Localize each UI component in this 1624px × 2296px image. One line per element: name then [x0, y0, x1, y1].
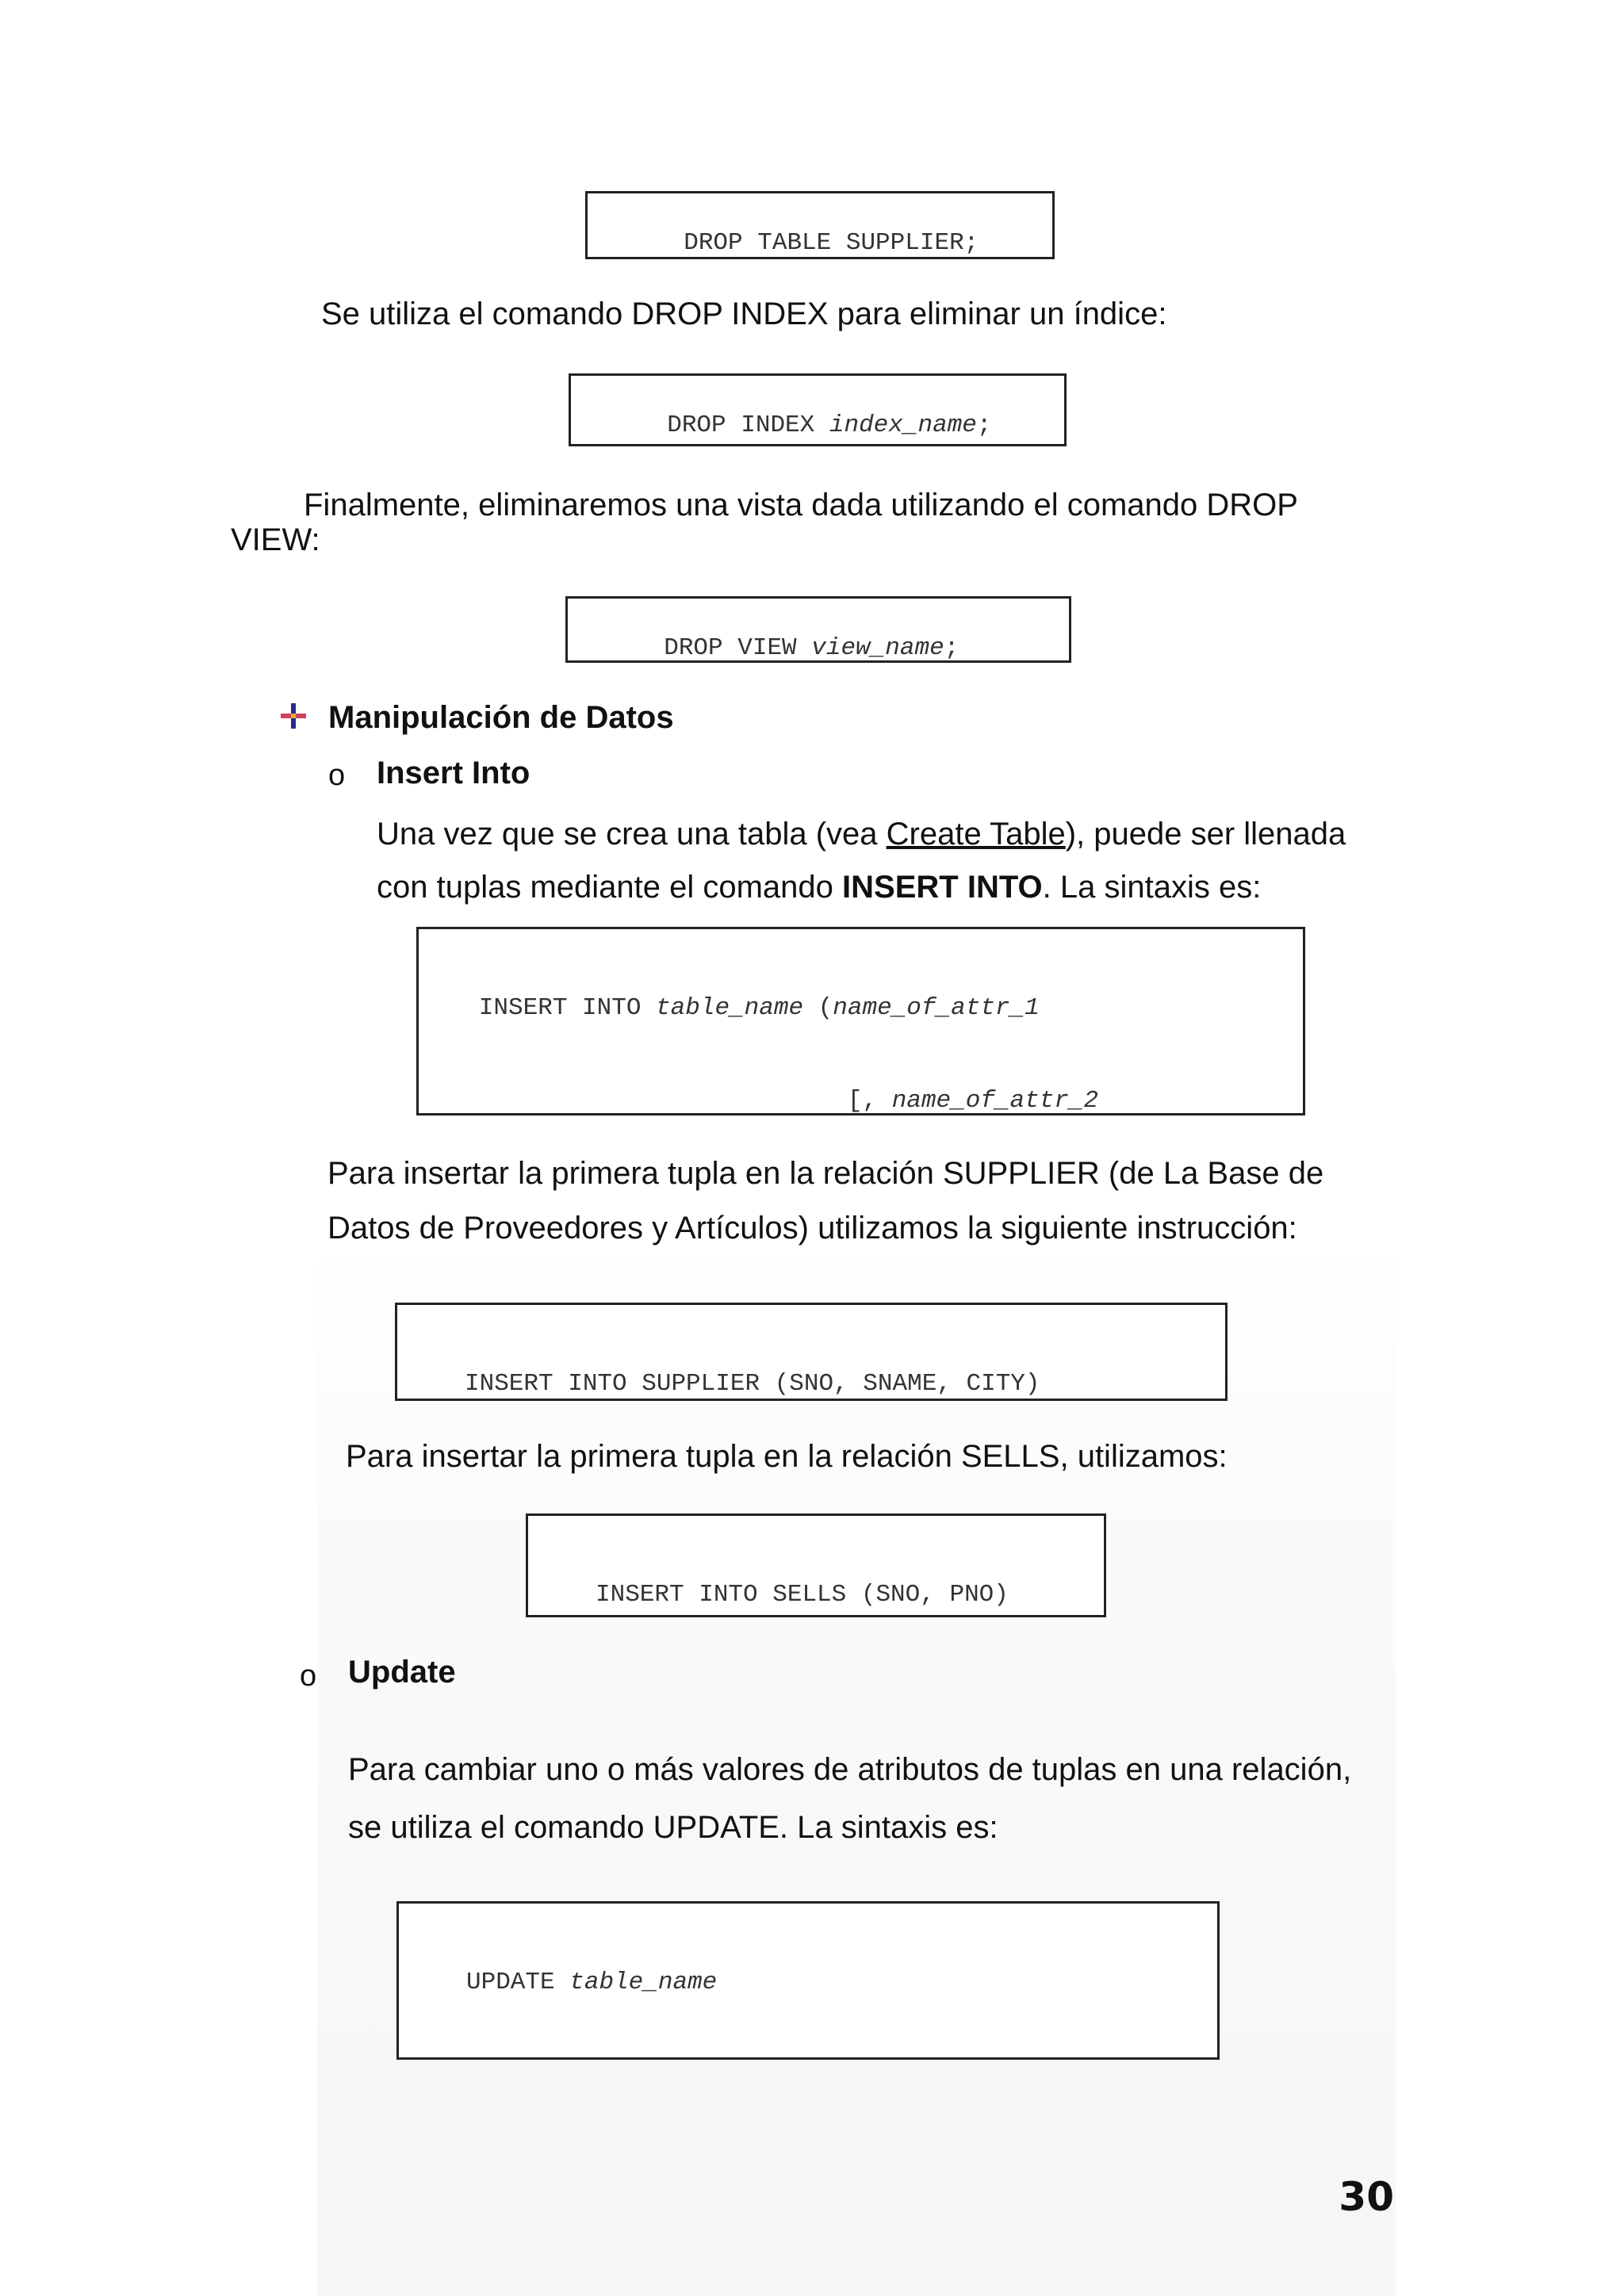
paragraph-update-line1: Para cambiar uno o más valores de atributos de tuplas en una relación,: [348, 1752, 1352, 1787]
plus-cross-bullet-icon: [279, 702, 308, 730]
code-argument: name_of_attr_2: [891, 1087, 1099, 1115]
code-line: INSERT INTO SELLS (SNO, PNO): [596, 1581, 1009, 1609]
text-run: . La sintaxis es:: [1042, 870, 1262, 905]
bullet-o-update: o: [300, 1659, 317, 1693]
paragraph-supplier-line2: Datos de Proveedores y Artículos) utilizamos la siguiente instrucción:: [327, 1211, 1297, 1246]
code-argument: table_name: [569, 1969, 718, 1996]
code-punct: ;: [976, 411, 992, 439]
code-keyword: INSERT INTO: [435, 994, 657, 1022]
text-run: ), puede ser llenada: [1065, 817, 1346, 851]
code-argument: view_name: [811, 634, 944, 662]
create-table-link[interactable]: Create Table: [886, 817, 1066, 851]
code-argument: index_name: [829, 411, 977, 439]
code-punct: (: [803, 994, 833, 1022]
bullet-o-insert: o: [328, 759, 346, 792]
code-keyword: DROP INDEX: [667, 411, 829, 439]
code-block-drop-table: [585, 191, 1055, 259]
paragraph-insert-line1: [377, 815, 1346, 853]
paragraph-sells: Para insertar la primera tupla en la relación SELLS, utilizamos:: [346, 1439, 1228, 1474]
code-block-insert-syntax: [416, 927, 1305, 1115]
code-punct: ;: [944, 634, 959, 662]
code-argument: table_name: [656, 994, 804, 1022]
code-keyword: UPDATE: [466, 1969, 570, 1996]
paragraph-update-line2: se utiliza el comando UPDATE. La sintaxis es:: [348, 1810, 998, 1845]
code-argument: name_of_attr_1: [833, 994, 1040, 1022]
code-line: DROP TABLE SUPPLIER;: [684, 229, 979, 257]
subheading-insert-into: Insert Into: [377, 756, 530, 790]
paragraph-supplier-line1: Para insertar la primera tupla en la relación SUPPLIER (de La Base de: [327, 1156, 1324, 1191]
paragraph-drop-index: Se utiliza el comando DROP INDEX para eliminar un índice:: [321, 297, 1167, 331]
code-keyword: DROP VIEW: [664, 634, 812, 662]
code-line: [435, 993, 1303, 1024]
code-line: [466, 1967, 1217, 1998]
text-bold: INSERT INTO: [842, 870, 1043, 905]
heading-manipulacion-datos: Manipulación de Datos: [328, 700, 674, 735]
code-block-update-syntax: [396, 1901, 1220, 2060]
paragraph-drop-view-line1: Finalmente, eliminaremos una vista dada utilizando el comando DROP: [304, 488, 1298, 522]
code-block-drop-view: [565, 596, 1071, 663]
paragraph-drop-view-line2: VIEW:: [231, 522, 320, 557]
code-punct: [,: [435, 1087, 892, 1115]
code-line: [435, 1085, 1303, 1115]
code-block-drop-index: [569, 373, 1067, 446]
code-block-insert-supplier: [395, 1303, 1228, 1401]
code-line: INSERT INTO SUPPLIER (SNO, SNAME, CITY): [465, 1370, 1040, 1398]
text-run: con tuplas mediante el comando: [377, 870, 843, 905]
text-run: Una vez que se crea una tabla (vea: [377, 817, 887, 851]
paragraph-insert-line2: [377, 868, 1261, 906]
subheading-update: Update: [348, 1655, 456, 1689]
code-block-insert-sells: [526, 1513, 1106, 1617]
page-number: 30: [1339, 2174, 1394, 2220]
